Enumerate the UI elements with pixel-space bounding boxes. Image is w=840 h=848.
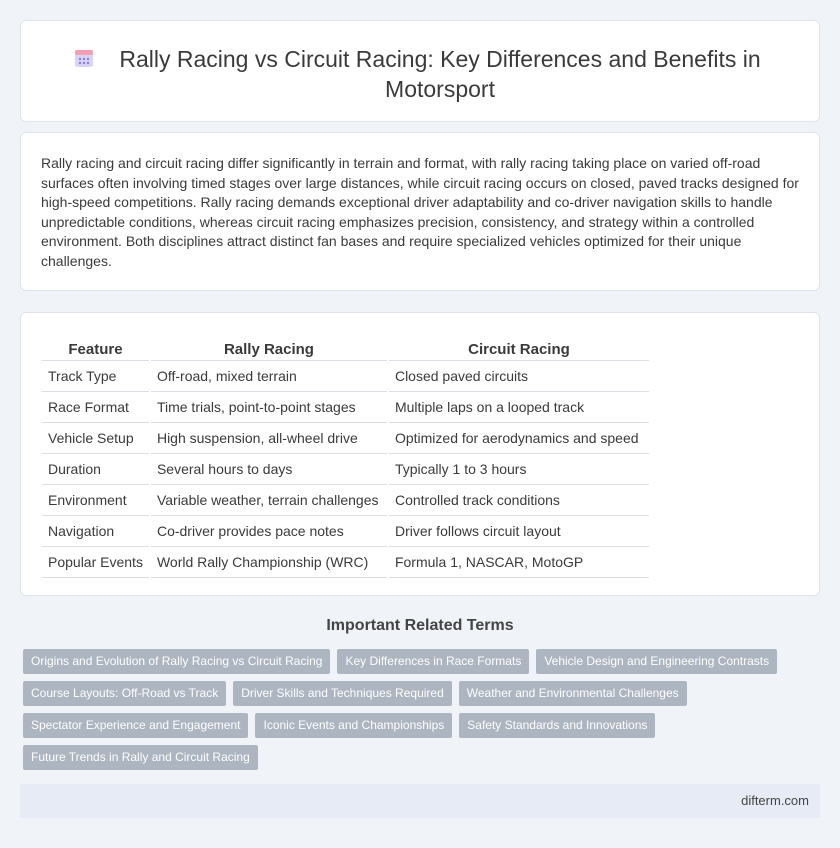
table-cell: Off-road, mixed terrain [150, 360, 388, 391]
related-term-link[interactable]: Spectator Experience and Engagement [23, 713, 248, 738]
table-row [42, 484, 649, 515]
table-cell: Formula 1, NASCAR, MotoGP [388, 546, 649, 577]
intro-card [20, 132, 820, 291]
table-cell: Duration [42, 453, 150, 484]
header-feature: Feature [42, 332, 150, 360]
intro-paragraph: Rally racing and circuit racing differ significantly in terrain and format, with rally racing taking place on varied off-road surfaces often involving timed stages over large distances, while circuit racing occurs on closed, paved tracks designed for high-speed competitions. Rally racing demands exceptional driver adaptability and co-driver navigation skills to handle unpredictable conditions, whereas circuit racing emphasizes precision, consistency, and strategy within a controlled environment. Both disciplines attract distinct fan bases and require specialized vehicles optimized for their unique challenges. [41, 155, 799, 269]
header-circuit-racing: Circuit Racing [388, 332, 649, 360]
related-term-link[interactable]: Iconic Events and Championships [255, 713, 452, 738]
table-cell: Navigation [42, 515, 150, 546]
related-terms-heading: Important Related Terms [326, 617, 514, 634]
table-cell: Driver follows circuit layout [388, 515, 649, 546]
related-term-link[interactable]: Driver Skills and Techniques Required [233, 681, 452, 706]
table-header-row [42, 332, 649, 360]
related-term-link[interactable]: Safety Standards and Innovations [459, 713, 655, 738]
related-term-link[interactable]: Course Layouts: Off-Road vs Track [23, 681, 226, 706]
comparison-card [20, 312, 820, 596]
table-cell: Track Type [42, 360, 150, 391]
related-term-link[interactable]: Origins and Evolution of Rally Racing vs Circuit Racing [23, 649, 330, 674]
table-row [42, 453, 649, 484]
footer [20, 784, 820, 818]
table-cell: Variable weather, terrain challenges [150, 484, 388, 515]
title-wrap [81, 44, 779, 104]
table-cell: Closed paved circuits [388, 360, 649, 391]
table-cell: Environment [42, 484, 150, 515]
related-term-link[interactable]: Future Trends in Rally and Circuit Racing [23, 745, 258, 770]
header-rally-racing: Rally Racing [150, 332, 388, 360]
table-row [42, 391, 649, 422]
tag-row [23, 745, 803, 777]
table-cell: Optimized for aerodynamics and speed [388, 422, 649, 453]
table-row [42, 546, 649, 577]
page-title: Rally Racing vs Circuit Racing: Key Differences and Benefits in Motorsport [119, 46, 761, 102]
table-cell: High suspension, all-wheel drive [150, 422, 388, 453]
table-cell: Several hours to days [150, 453, 388, 484]
related-term-link[interactable]: Weather and Environmental Challenges [459, 681, 687, 706]
tag-row [23, 649, 803, 681]
related-terms-list [23, 649, 803, 777]
table-cell: World Rally Championship (WRC) [150, 546, 388, 577]
table-cell: Race Format [42, 391, 150, 422]
comparison-table [42, 332, 649, 578]
tag-row [23, 713, 803, 745]
table-row [42, 422, 649, 453]
table-cell: Popular Events [42, 546, 150, 577]
table-row [42, 515, 649, 546]
table-cell: Time trials, point-to-point stages [150, 391, 388, 422]
table-cell: Typically 1 to 3 hours [388, 453, 649, 484]
tag-row [23, 681, 803, 713]
footer-site-link[interactable]: difterm.com [741, 793, 809, 808]
table-cell: Multiple laps on a looped track [388, 391, 649, 422]
table-cell: Co-driver provides pace notes [150, 515, 388, 546]
table-cell: Controlled track conditions [388, 484, 649, 515]
related-term-link[interactable]: Key Differences in Race Formats [337, 649, 529, 674]
table-row [42, 360, 649, 391]
table-cell: Vehicle Setup [42, 422, 150, 453]
related-term-link[interactable]: Vehicle Design and Engineering Contrasts [536, 649, 777, 674]
title-card [20, 20, 820, 122]
